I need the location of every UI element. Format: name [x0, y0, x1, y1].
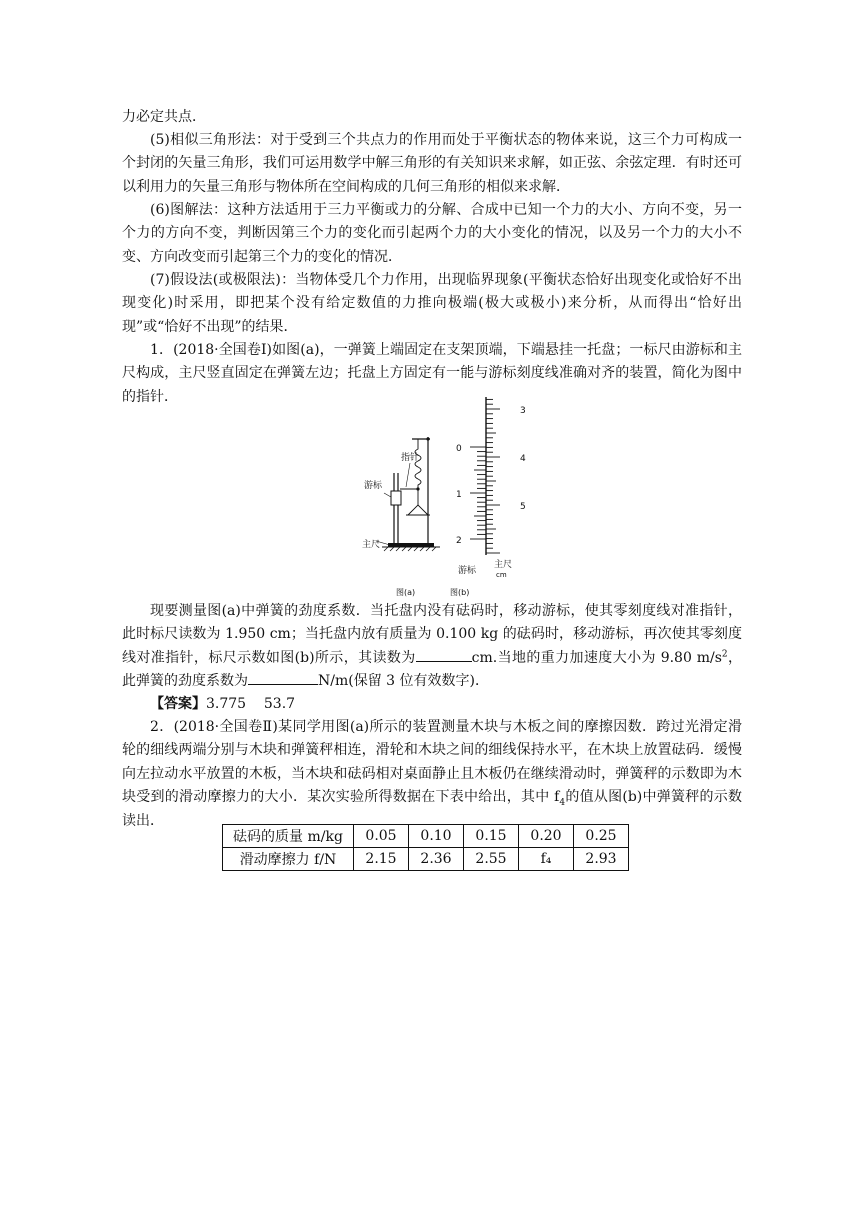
- spring-scale-figure: [360, 395, 540, 600]
- table-cell: f₄: [519, 848, 574, 871]
- answer-label: 【答案】: [150, 696, 206, 712]
- ground-hatch: [384, 547, 436, 551]
- paragraph-similar-triangle: (5)相似三角形法：对于受到三个共点力的作用而处于平衡状态的物体来说，这三个力可构成一个封闭的矢量三角形，我们可运用数学中解三角形的有关知识来求解，如正弦、余弦定理．有时还可以利用力的矢量三角形与物体所在空间构成的几何三角形的相似来求解．: [122, 132, 742, 195]
- label-vernier: 游标: [364, 481, 383, 491]
- figure-b: [450, 397, 526, 597]
- question-2-intro: 2．(2018·全国卷Ⅱ)某同学用图(a)所示的装置测量木块与木板之间的摩擦因数．跨过光滑定滑轮的细线两端分别与木块和弹簧秤相连，滑轮和木块之间的细线保持水平，在木块上放置砝码．缓慢向左拉动水平放置的木板，当木块和砝码相对桌面静止且木板仍在继续滑动时，弹簧秤的示数即为木块受到的滑动摩擦力的大小．某次实验所得数据在下表中给出，其中 $f_4$的值从图(b)中弹簧秤的示数读出．: [122, 719, 742, 829]
- vernier-tick-label-1: 1: [456, 490, 462, 500]
- table-cell: 0.15: [464, 825, 519, 848]
- vernier-tick-label-0: 0: [456, 444, 462, 454]
- question-1-body: 现要测量图(a)中弹簧的劲度系数．当托盘内没有砝码时，移动游标，使其零刻度线对准指针，此时标尺读数为 1.950 cm；当托盘内放有质量为 0.100 kg 的砝码时，移动游标，再次使其零刻度线对准指针，标尺示数如图(b)所示，其读数为 cm.当地的重力加速度大小为 9.80 $m/s^2$，此弹簧的劲度系数为 N/m(保留 3 位有效数字)．: [122, 603, 742, 690]
- table-cell: 0.20: [519, 825, 574, 848]
- label-main-scale: 主尺: [362, 540, 381, 550]
- table-cell: 2.15: [354, 848, 409, 871]
- main-tick-label-3: 3: [520, 406, 526, 416]
- vernier-ticks: [470, 447, 486, 539]
- table-cell: 0.10: [409, 825, 464, 848]
- tray: [408, 505, 428, 515]
- table-cell: 0.25: [574, 825, 629, 848]
- vernier: [391, 491, 401, 505]
- caption-b: 图(b): [450, 588, 470, 597]
- data-table: [222, 824, 629, 871]
- label-vernier-b: 游标: [458, 566, 477, 576]
- table-cell: 2.55: [464, 848, 519, 871]
- paragraph-force-concurrent: 力必定共点．: [122, 109, 206, 125]
- table-row: [223, 825, 629, 848]
- main-scale-ticks: [486, 399, 500, 553]
- table-header-mass: 砝码的质量 m/kg: [223, 825, 354, 848]
- main-tick-label-5: 5: [520, 502, 526, 512]
- answer-line: [122, 693, 742, 716]
- label-main-b: 主尺: [494, 560, 513, 570]
- table-row: [223, 848, 629, 871]
- table-cell: 2.93: [574, 848, 629, 871]
- table-header-friction: 滑动摩擦力 f/N: [223, 848, 354, 871]
- paragraph-hypothesis-method: (7)假设法(或极限法)：当物体受几个力作用，出现临界现象(平衡状态恰好出现变化或恰好不出现变化)时采用，即把某个没有给定数值的力推向极端(极大或极小)来分析，从而得出“恰好出现”或“恰好不出现”的结果．: [122, 272, 742, 335]
- unit-cm: cm: [496, 571, 507, 579]
- label-pointer: 指针: [401, 453, 420, 463]
- spring: [415, 439, 421, 489]
- answer-value: 3.775 53.7: [206, 696, 296, 712]
- answer-blank-reading[interactable]: [416, 647, 472, 662]
- main-tick-label-4: 4: [520, 454, 526, 464]
- table-cell: 2.36: [409, 848, 464, 871]
- paragraph-graphic-method: (6)图解法：这种方法适用于三力平衡或力的分解、合成中已知一个力的大小、方向不变，另一个力的方向不变，判断因第三个力的变化而引起两个力的大小变化的情况，以及另一个力的大小不变、方向改变而引起第三个力的变化的情况．: [122, 202, 742, 265]
- vernier-tick-label-2: 2: [456, 536, 462, 546]
- caption-a: 图(a): [396, 588, 416, 597]
- answer-blank-stiffness[interactable]: [248, 670, 318, 685]
- figure-a: [362, 437, 440, 597]
- stand-base: [388, 543, 434, 547]
- table-cell: 0.05: [354, 825, 409, 848]
- question-1-intro: 1．(2018·全国卷Ⅰ)如图(a)，一弹簧上端固定在支架顶端，下端悬挂一托盘；一标尺由游标和主尺构成，主尺竖直固定在弹簧左边；托盘上方固定有一能与游标刻度线准确对齐的装置，简化为图中的指针．: [122, 342, 742, 405]
